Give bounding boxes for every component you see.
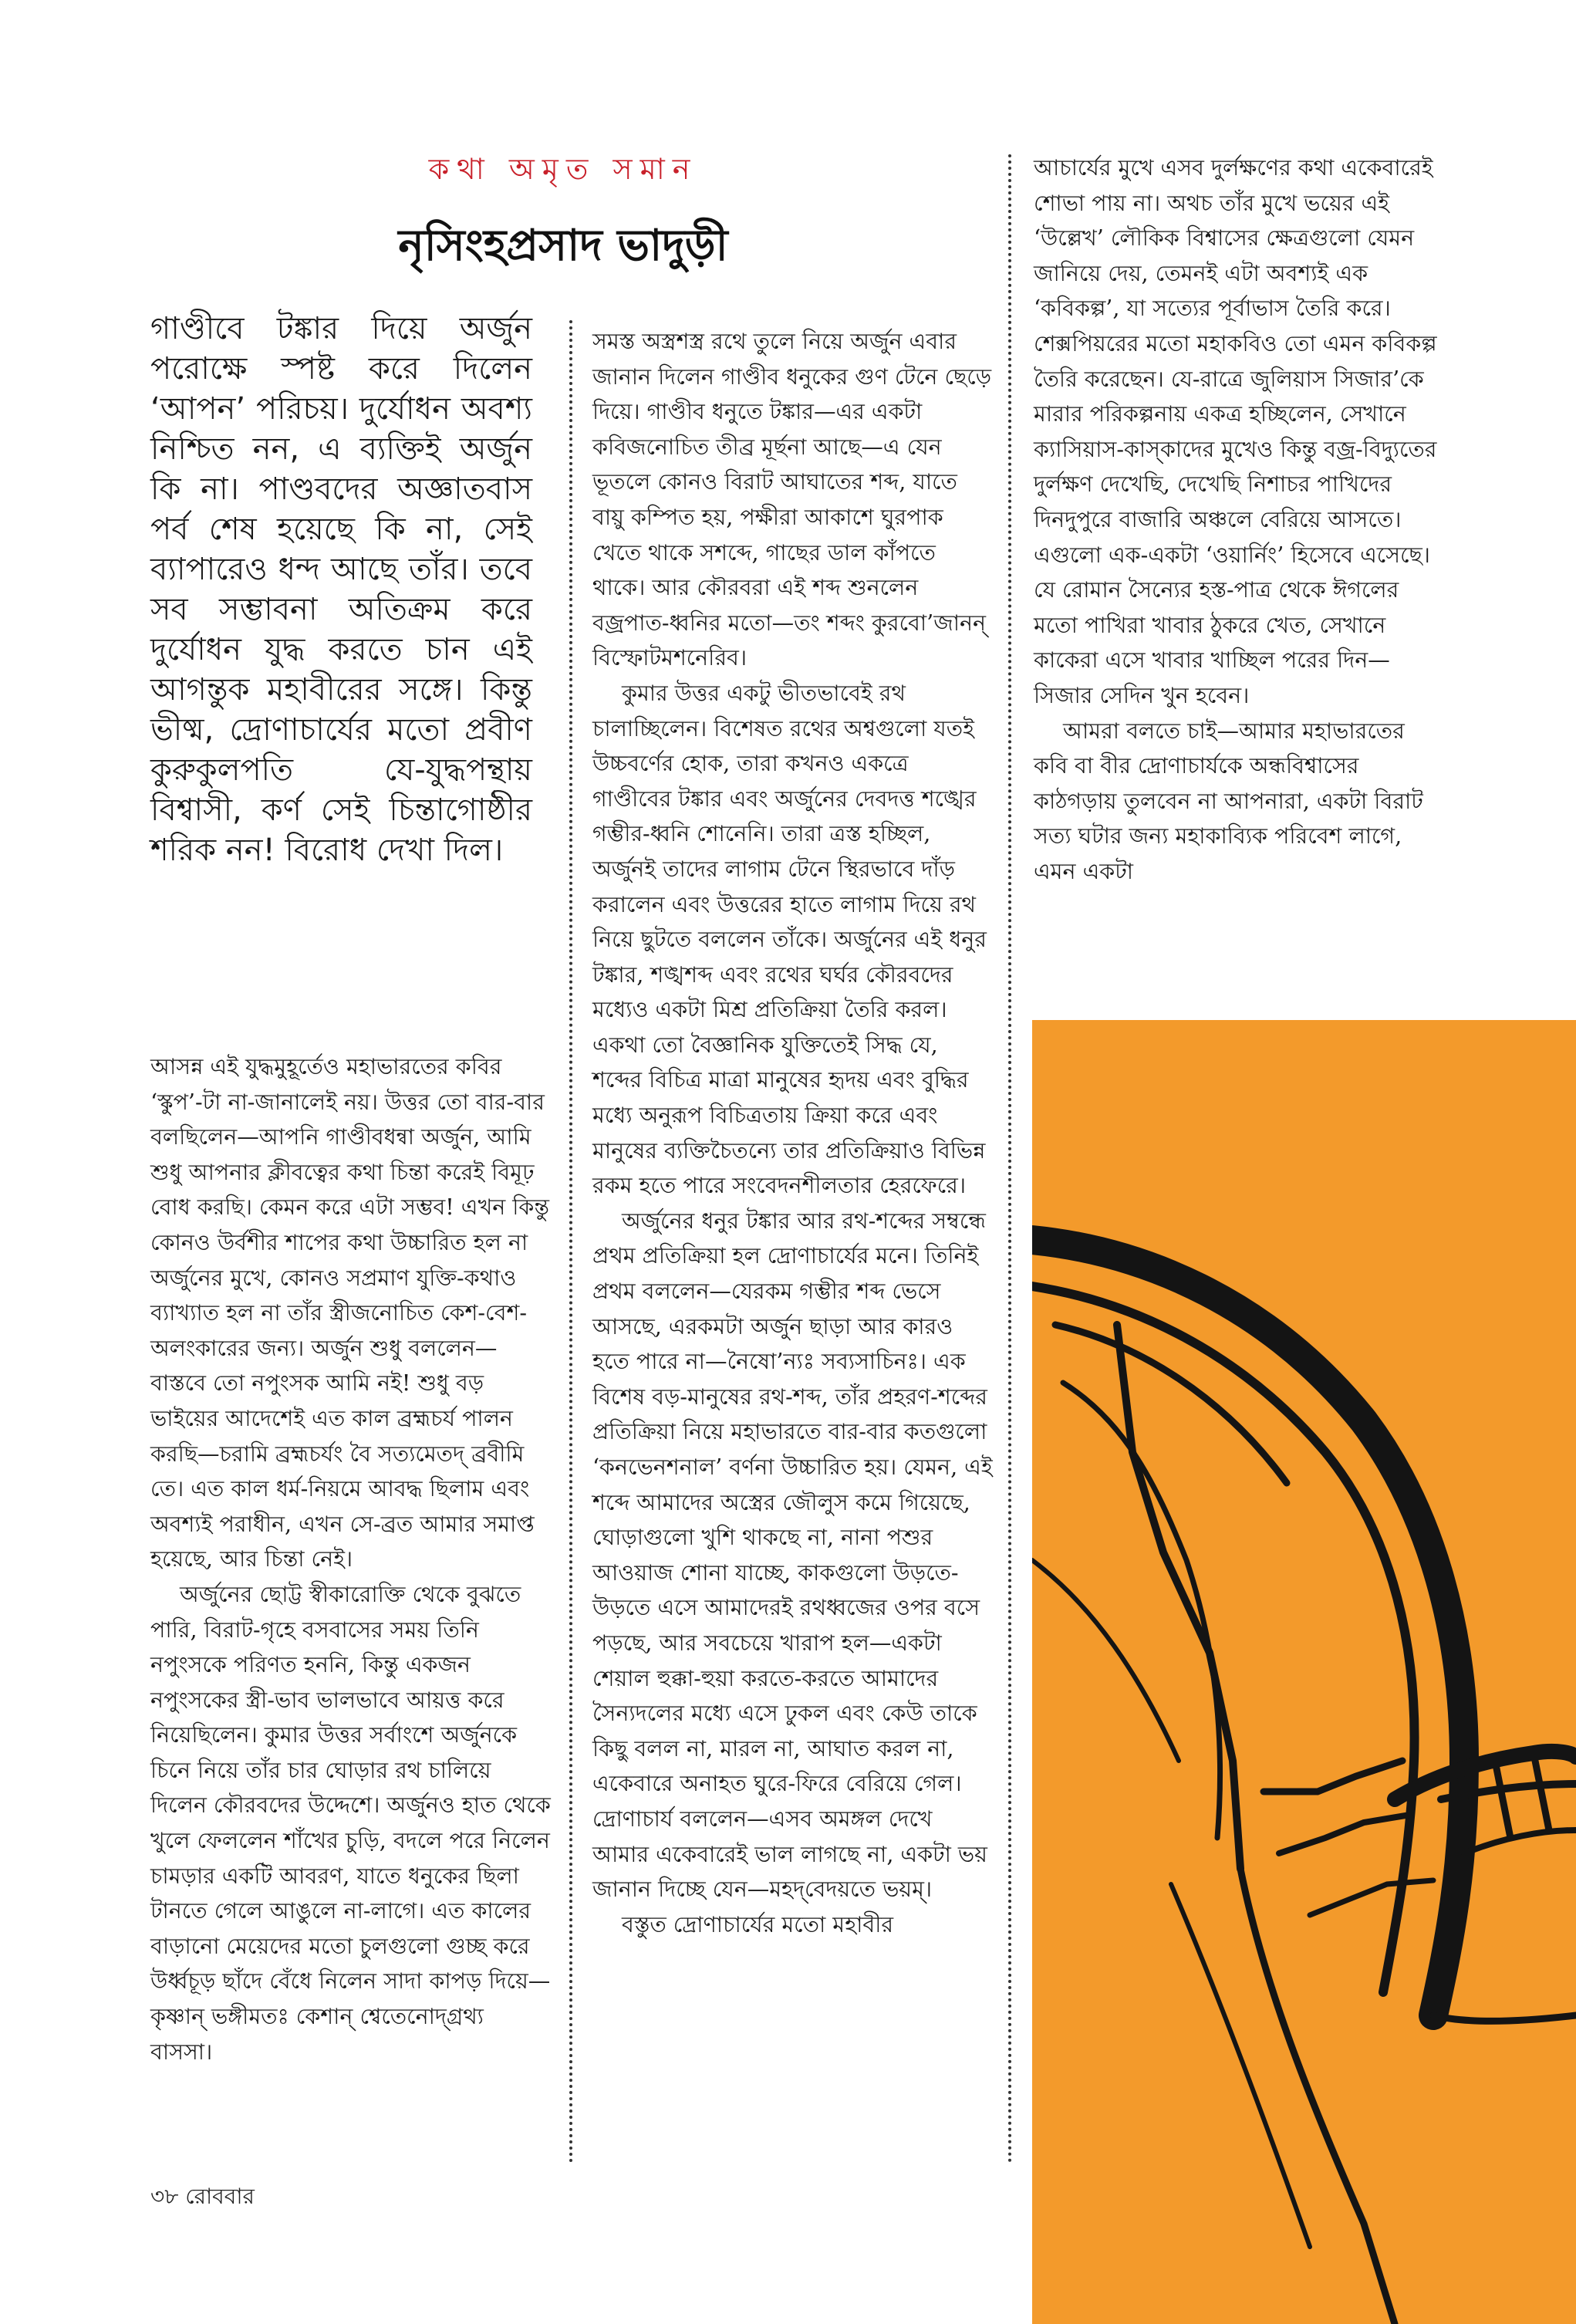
kicker: কথা অমৃত সমান xyxy=(428,152,698,186)
paragraph: আমরা বলতে চাই—আমার মহাভারতের কবি বা বীর দ্রোণাচার্যকে অন্ধবিশ্বাসের কাঠগড়ায় তুলবেন না আপনারা, একটা বিরাট সত্য ঘটার জন্য মহাকাব্যিক পরিবেশ লাগে, এমন একটা xyxy=(1034,718,1423,884)
paragraph: বস্তুত দ্রোণাচার্যের মতো মহাবীর xyxy=(622,1911,894,1937)
paragraph: সমস্ত অস্ত্রশস্ত্র রথে তুলে নিয়ে অর্জুন এবার জানান দিলেন গাণ্ডীব ধনুকের গুণ টেনে ছেড়ে দিয়ে। গাণ্ডীব ধনুতে টঙ্কার—এর একটা কবিজনোচিত তীব্র মূর্ছনা আছে—এ যেন ভূতলে কোনও বিরাট আঘাতের শব্দ, যাতে বায়ু কম্পিত হয়, পক্ষীরা আকাশে ঘুরপাক খেতে থাকে সশব্দে, গাছের ডাল কাঁপতে থাকে। আর কৌরবরা এই শব্দ শুনলেন বজ্রপাত-ধ্বনির মতো—তং শব্দং কুরবো’জানন্ বিস্ফোটমশনেরিব। xyxy=(592,329,992,671)
paragraph: আসন্ন এই যুদ্ধমুহূর্তেও মহাভারতের কবির ‘স্কুপ’-টা না-জানালেই নয়। উত্তর তো বার-বার বলছিলেন—আপনি গাণ্ডীবধন্বা অর্জুন, আমি শুধু আপনার ক্লীবত্বের কথা চিন্তা করেই বিমূঢ় বোধ করছি। কেমন করে এটা সম্ভব! এখন কিন্তু কোনও উর্বশীর শাপের কথা উচ্চারিত হল না অর্জুনের মুখে, কোনও সপ্রমাণ যুক্তি-কথাও ব্যাখ্যাত হল না তাঁর স্ত্রীজনোচিত কেশ-বেশ-অলংকারের জন্য। অর্জুন শুধু বললেন—বাস্তবে তো নপুংসক আমি নই! শুধু বড় ভাইয়ের আদেশেই এত কাল ব্রহ্মচর্য পালন করছি—চরামি ব্রহ্মচর্যং বৈ সত্যমেতদ্ ব্রবীমি তে। এত কাল ধর্ম-নিয়মে আবদ্ধ ছিলাম এবং অবশ্যই পরাধীন, এখন সে-ব্রত আমার সমাপ্ত হয়েছে, আর চিন্তা নেই। xyxy=(150,1054,550,1572)
brush-drawing-illustration-icon xyxy=(1032,1020,1576,2324)
page-folio: ৩৮ রোববার xyxy=(150,2184,255,2209)
paragraph: অর্জুনের ধনুর টঙ্কার আর রথ-শব্দের সম্বন্ধে প্রথম প্রতিক্রিয়া হল দ্রোণাচার্যের মনে। তিনিই প্রথম বললেন—যেরকম গম্ভীর শব্দ ভেসে আসছে, এরকমটা অর্জুন ছাড়া আর কারও হতে পারে না—নৈষো’ন্যঃ সব্যসাচিনঃ। এক বিশেষ বড়-মানুষের রথ-শব্দ, তাঁর প্রহরণ-শব্দের প্রতিক্রিয়া নিয়ে মহাভারতে বার-বার কতগুলো ‘কনভেনশনাল’ বর্ণনা উচ্চারিত হয়। যেমন, এই শব্দে আমাদের অস্ত্রের জৌলুস কমে গিয়েছে, ঘোড়াগুলো খুশি থাকছে না, নানা পশুর আওয়াজ শোনা যাচ্ছে, কাকগুলো উড়তে-উড়তে এসে আমাদেরই রথধ্বজের ওপর বসে পড়ছে, আর সবচেয়ে খারাপ হল—একটা শেয়াল হুক্কা-হুয়া করতে-করতে আমাদের সৈন্যদলের মধ্যে এসে ঢুকল এবং কেউ তাকে কিছু বলল না, মারল না, আঘাত করল না, একেবারে অনাহত ঘুরে-ফিরে বেরিয়ে গেল। দ্রোণাচার্য বললেন—এসব অমঙ্গল দেখে আমার একেবারেই ভাল লাগছে না, একটা ভয় জানান দিচ্ছে যেন—মহদ্‌বেদয়তে ভয়ম্। xyxy=(592,1208,993,1903)
column-middle xyxy=(592,324,994,1942)
column-right xyxy=(1034,150,1443,889)
paragraph: কুমার উত্তর একটু ভীতভাবেই রথ চালাচ্ছিলেন। বিশেষত রথের অশ্বগুলো যতই উচ্চবর্ণের হোক, তারা কখনও একত্রে গাণ্ডীবের টঙ্কার এবং অর্জুনের দেবদত্ত শঙ্খের গম্ভীর-ধ্বনি শোনেনি। তারা ত্রস্ত হচ্ছিল, অর্জুনই তাদের লাগাম টেনে স্থিরভাবে দাঁড় করালেন এবং উত্তরের হাতে লাগাম দিয়ে রথ নিয়ে ছুটতে বললেন তাঁকে। অর্জুনের এই ধনুর টঙ্কার, শঙ্খশব্দ এবং রথের ঘর্ঘর কৌরবদের মধ্যেও একটা মিশ্র প্রতিক্রিয়া তৈরি করল। একথা তো বৈজ্ঞানিক যুক্তিতেই সিদ্ধ যে, শব্দের বিচিত্র মাত্রা মানুষের হৃদয় এবং বুদ্ধির মধ্যে অনুরূপ বিচিত্রতায় ক্রিয়া করে এবং মানুষের ব্যক্তিচৈতন্যে তার প্রতিক্রিয়াও বিভিন্ন রকম হতে পারে সংবেদনশীলতার হেরফেরে। xyxy=(592,680,987,1199)
lead-paragraph: গাণ্ডীবে টঙ্কার দিয়ে অর্জুন পরোক্ষে স্পষ্ট করে দিলেন ‘আপন’ পরিচয়। দুর্যোধন অবশ্য নিশ্চিত নন, এ ব্যক্তিই অর্জুন কি না। পাণ্ডবদের অজ্ঞাতবাস পর্ব শেষ হয়েছে কি না, সেই ব্যাপারেও ধন্দ আছে তাঁর। তবে সব সম্ভাবনা অতিক্রম করে দুর্যোধন যুদ্ধ করতে চান এই আগন্তুক মহাবীরের সঙ্গে। কিন্তু ভীষ্ম, দ্রোণাচার্যের মতো প্রবীণ কুরুকুলপতি যে-যুদ্ধপন্থায় বিশ্বাসী, কর্ণ সেই চিন্তাগোষ্ঠীর শরিক নন! বিরোধ দেখা দিল। xyxy=(150,311,532,868)
rule-right xyxy=(1008,154,1011,2164)
author-name: নৃসিংহপ্রসাদ ভাদুড়ী xyxy=(398,221,728,271)
paragraph: অর্জুনের ছোট্ট স্বীকারোক্তি থেকে বুঝতে পারি, বিরাট-গৃহে বসবাসের সময় তিনি নপুংসকে পরিণত হননি, কিন্তু একজন নপুংসকের স্ত্রী-ভাব ভালভাবে আয়ত্ত করে নিয়েছিলেন। কুমার উত্তর সর্বাংশে অর্জুনকে চিনে নিয়ে তাঁর চার ঘোড়ার রথ চালিয়ে দিলেন কৌরবদের উদ্দেশে। অর্জুনও হাত থেকে খুলে ফেললেন শাঁখের চুড়ি, বদলে পরে নিলেন চামড়ার একটি আবরণ, যাতে ধনুকের ছিলা টানতে গেলে আঙুলে না-লাগে। এত কালের বাড়ানো মেয়েদের মতো চুলগুলো গুচ্ছ করে উর্ধ্বচূড় ছাঁদে বেঁধে নিলেন সাদা কাপড় দিয়ে—কৃষ্ণান্ ভঙ্গীমতঃ কেশান্ শ্বেতেনোদ্‌গ্রথ্য বাসসা। xyxy=(150,1581,551,2065)
rule-left xyxy=(569,320,572,2164)
illustration xyxy=(1032,1020,1576,2324)
paragraph: আচার্যের মুখে এসব দুর্লক্ষণের কথা একেবারেই শোভা পায় না। অথচ তাঁর মুখে ভয়ের এই ‘উল্লেখ’ লৌকিক বিশ্বাসের ক্ষেত্রগুলো যেমন জানিয়ে দেয়, তেমনই এটা অবশ্যই এক ‘কবিকল্প’, যা সত্যের পূর্বাভাস তৈরি করে। শেক্সপিয়রের মতো মহাকবিও তো এমন কবিকল্প তৈরি করেছেন। যে-রাত্রে জুলিয়াস সিজার’কে মারার পরিকল্পনায় একত্র হচ্ছিলেন, সেখানে ক্যাসিয়াস-কাস্‌কাদের মুখেও কিন্তু বজ্র-বিদ্যুতের দুর্লক্ষণ দেখেছি, দেখেছি নিশাচর পাখিদের দিনদুপুরে বাজারি অঞ্চলে বেরিয়ে আসতে। এগুলো এক-একটা ‘ওয়ার্নিং’ হিসেবে এসেছে। যে রোমান সৈন্যের হস্ত-পাত্র থেকে ঈগলের মতো পাখিরা খাবার ঠুকরে খেত, সেখানে কাকেরা এসে খাবার খাচ্ছিল পরের দিন—সিজার সেদিন খুন হবেন। xyxy=(1034,155,1437,708)
column-left xyxy=(150,1049,552,2069)
